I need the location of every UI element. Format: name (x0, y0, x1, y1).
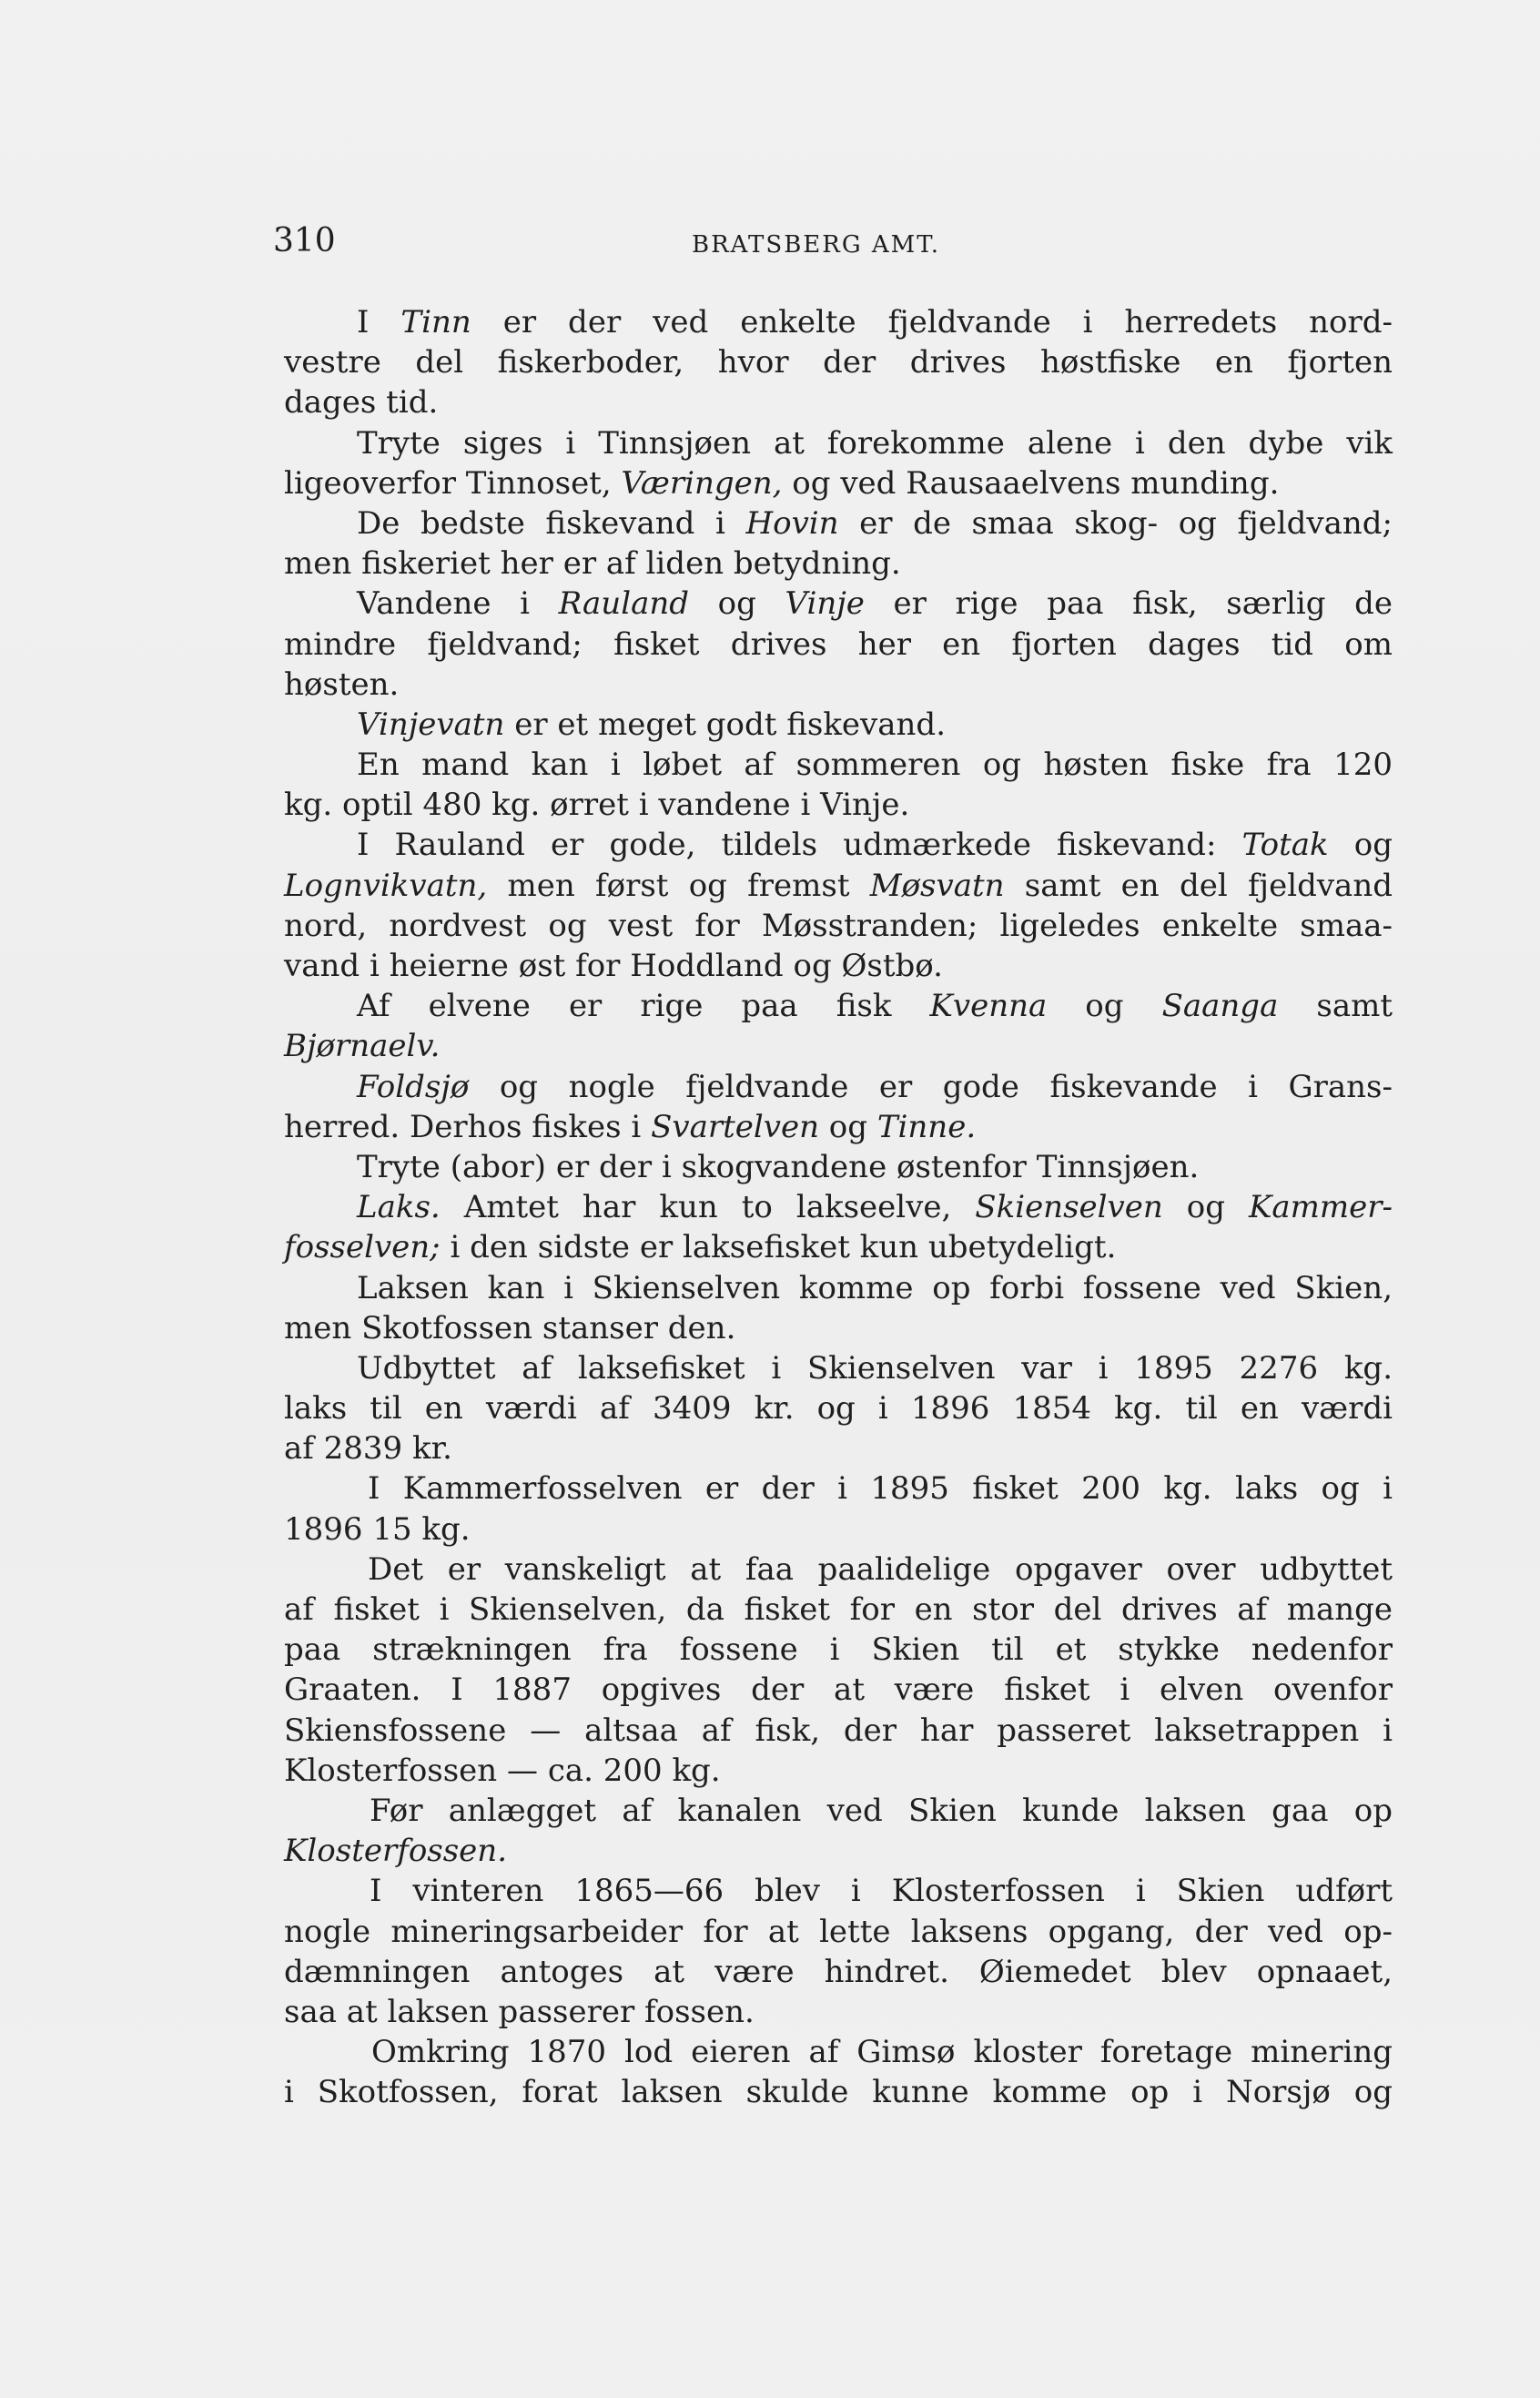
text-run: Det er vanskeligt at faa paalidelige opgaver over udbyttet (368, 1550, 1393, 1588)
page-header (273, 222, 1402, 262)
italic-term: Møsvatn (869, 867, 1005, 904)
text-run: i den sidste er laksefisket kun ubetydeligt. (440, 1229, 1117, 1266)
text-run: dages tid. (284, 384, 439, 422)
italic-term: Foldsjø (357, 1068, 470, 1105)
italic-term: Laks. (357, 1189, 441, 1226)
text-run: mindre fjeldvand; fisket drives her en fjorten dages tid om (284, 625, 1393, 663)
italic-term: Rauland (558, 585, 690, 623)
text-line (284, 302, 1393, 342)
text-run: af fisket i Skienselven, da fisket for en stor del drives af mange (284, 1591, 1393, 1628)
text-line (284, 584, 1393, 624)
text-run: høsten. (284, 666, 400, 703)
text-line (284, 1952, 1393, 1992)
text-line (284, 1509, 1393, 1550)
text-line (284, 1871, 1393, 1911)
text-run: I Kammerfosselven er der i 1895 fisket 200 kg. laks og i (368, 1470, 1393, 1508)
text-line (284, 1791, 1393, 1831)
text-line (284, 544, 1393, 584)
text-run: samt (1278, 988, 1393, 1025)
text-line (284, 1711, 1393, 1751)
text-run: ligeoverfor Tinnoset, (284, 464, 622, 502)
text-run: er et meget godt fiskevand. (504, 706, 947, 743)
text-run: Af elvene er rige paa fisk (357, 988, 930, 1025)
text-line (284, 1550, 1393, 1590)
text-run: og nogle fjeldvande er gode fiskevande i Grans- (469, 1068, 1393, 1105)
text-run: 1896 15 kg. (284, 1510, 471, 1548)
page-number: 310 (273, 222, 336, 259)
text-line (284, 1630, 1393, 1670)
text-run: i Skotfossen, forat laksen skulde kunne komme op i Norsjø og (284, 2074, 1393, 2111)
text-run: En mand kan i løbet af sommeren og høsten fiske fra 120 (357, 747, 1393, 784)
italic-term: Lognvikvatn, (284, 867, 488, 904)
text-line (284, 2032, 1393, 2072)
italic-term: Hovin (745, 504, 839, 542)
text-run: er der ved enkelte fjeldvande i herredets nord- (471, 304, 1393, 340)
text-line (284, 1388, 1393, 1428)
text-run: saa at laksen passerer fossen. (284, 1993, 755, 2030)
text-run: Skiensfossene — altsaa af fisk, der har passeret laksetrappen i (284, 1712, 1393, 1749)
text-line (284, 705, 1393, 745)
text-line (284, 503, 1393, 544)
text-line (284, 785, 1393, 825)
running-title: BRATSBERG AMT. (692, 231, 941, 259)
text-line (284, 1147, 1393, 1187)
body-text (284, 302, 1393, 2112)
text-run: men fiskeriet her er af liden betydning. (284, 545, 901, 583)
text-run: laks til en værdi af 3409 kr. og i 1896 1854 kg. til en værdi (284, 1390, 1393, 1428)
text-line (284, 906, 1393, 946)
text-line (284, 986, 1393, 1026)
text-run: dæmningen antoges at være hindret. Øiemedet blev opnaaet, (284, 1953, 1393, 1990)
text-run: og (1328, 827, 1393, 864)
text-run: De bedste fiskevand i (357, 504, 746, 542)
text-line (284, 1590, 1393, 1630)
text-run: og (1047, 988, 1162, 1025)
text-run: Tryte siges i Tinnsjøen at forekomme alene i den dybe vik (357, 424, 1393, 462)
italic-term: Klosterfossen. (284, 1833, 508, 1870)
text-run: kg. optil 480 kg. ørret i vandene i Vinje. (284, 787, 910, 824)
text-run: er rige paa fisk, særlig de (864, 585, 1393, 623)
text-run: og ved Rausaaelvens munding. (782, 464, 1280, 502)
text-line (284, 866, 1393, 906)
text-line (284, 1831, 1393, 1871)
text-line (284, 2072, 1393, 2112)
italic-term: Kammer- (1248, 1189, 1393, 1226)
italic-term: Vinje (785, 585, 865, 623)
text-run: vestre del fiskerboder, hvor der drives høstfiske en fjorten (284, 344, 1393, 381)
italic-term: Vinjevatn (357, 706, 505, 743)
text-line (284, 1107, 1393, 1147)
text-run: Klosterfossen — ca. 200 kg. (284, 1752, 721, 1789)
text-line (284, 745, 1393, 785)
text-line (284, 625, 1393, 665)
text-line (284, 423, 1393, 463)
text-run: Amtet har kun to lakseelve, (440, 1189, 976, 1226)
italic-term: Væringen, (621, 464, 783, 502)
text-run: og (819, 1108, 877, 1145)
text-run: Laksen kan i Skienselven komme op forbi fossene ved Skien, (357, 1269, 1393, 1306)
text-run: Før anlægget af kanalen ved Skien kunde laksen gaa op (370, 1792, 1393, 1829)
text-line (284, 382, 1393, 422)
text-run: men først og fremst (487, 867, 870, 904)
text-run: herred. Derhos fiskes i (284, 1108, 652, 1145)
text-line (284, 1670, 1393, 1710)
text-line (284, 1468, 1393, 1509)
text-line (284, 1751, 1393, 1791)
text-line (284, 1067, 1393, 1107)
italic-term: Skienselven (975, 1189, 1163, 1226)
text-line (284, 1026, 1393, 1066)
text-run: og (1162, 1189, 1249, 1226)
text-run: samt en del fjeldvand (1004, 867, 1393, 904)
text-line (284, 1348, 1393, 1388)
text-line (284, 946, 1393, 986)
text-run: I Rauland er gode, tildels udmærkede fiskevand: (357, 827, 1242, 864)
text-line (284, 342, 1393, 382)
text-run: Omkring 1870 lod eieren af Gimsø kloster foretage minering (371, 2034, 1393, 2071)
text-run: nogle mineringsarbeider for at lette laksens opgang, der ved op- (284, 1913, 1393, 1950)
text-line (284, 463, 1393, 503)
text-run: nord, nordvest og vest for Møsstranden; ligeledes enkelte smaa- (284, 907, 1393, 944)
text-run: Udbyttet af laksefisket i Skienselven var i 1895 2276 kg. (357, 1349, 1393, 1387)
text-run: af 2839 kr. (284, 1430, 452, 1468)
italic-term: Kvenna (929, 988, 1048, 1025)
italic-term: Totak (1241, 827, 1329, 864)
text-run: I vinteren 1865—66 blev i Klosterfossen i Skien udført (370, 1873, 1393, 1910)
text-line (284, 1992, 1393, 2032)
text-line (284, 825, 1393, 865)
text-run: Vandene i (357, 585, 559, 623)
text-line (284, 1428, 1393, 1468)
text-run: og (689, 585, 785, 623)
text-line (284, 1227, 1393, 1267)
text-run: Tryte (abor) er der i skogvandene østenfor Tinnsjøen. (357, 1148, 1200, 1185)
italic-term: Tinne. (876, 1108, 977, 1145)
text-line (284, 1268, 1393, 1308)
italic-term: fosselven; (284, 1229, 441, 1266)
text-run: Graaten. I 1887 opgives der at være fisket i elven ovenfor (284, 1671, 1393, 1709)
text-run: vand i heierne øst for Hoddland og Østbø. (284, 948, 943, 984)
italic-term: Saanga (1161, 988, 1279, 1025)
text-line (284, 1912, 1393, 1952)
italic-term: Svartelven (651, 1108, 819, 1145)
text-run: men Skotfossen stanser den. (284, 1309, 736, 1346)
text-line (284, 1187, 1393, 1227)
italic-term: Bjørnaelv. (284, 1028, 441, 1065)
text-line (284, 1308, 1393, 1348)
text-run: er de smaa skog- og fjeldvand; (838, 504, 1393, 542)
text-line (284, 665, 1393, 705)
text-run: I (357, 304, 401, 340)
italic-term: Tinn (400, 304, 471, 340)
text-run: paa strækningen fra fossene i Skien til et stykke nedenfor (284, 1631, 1393, 1669)
